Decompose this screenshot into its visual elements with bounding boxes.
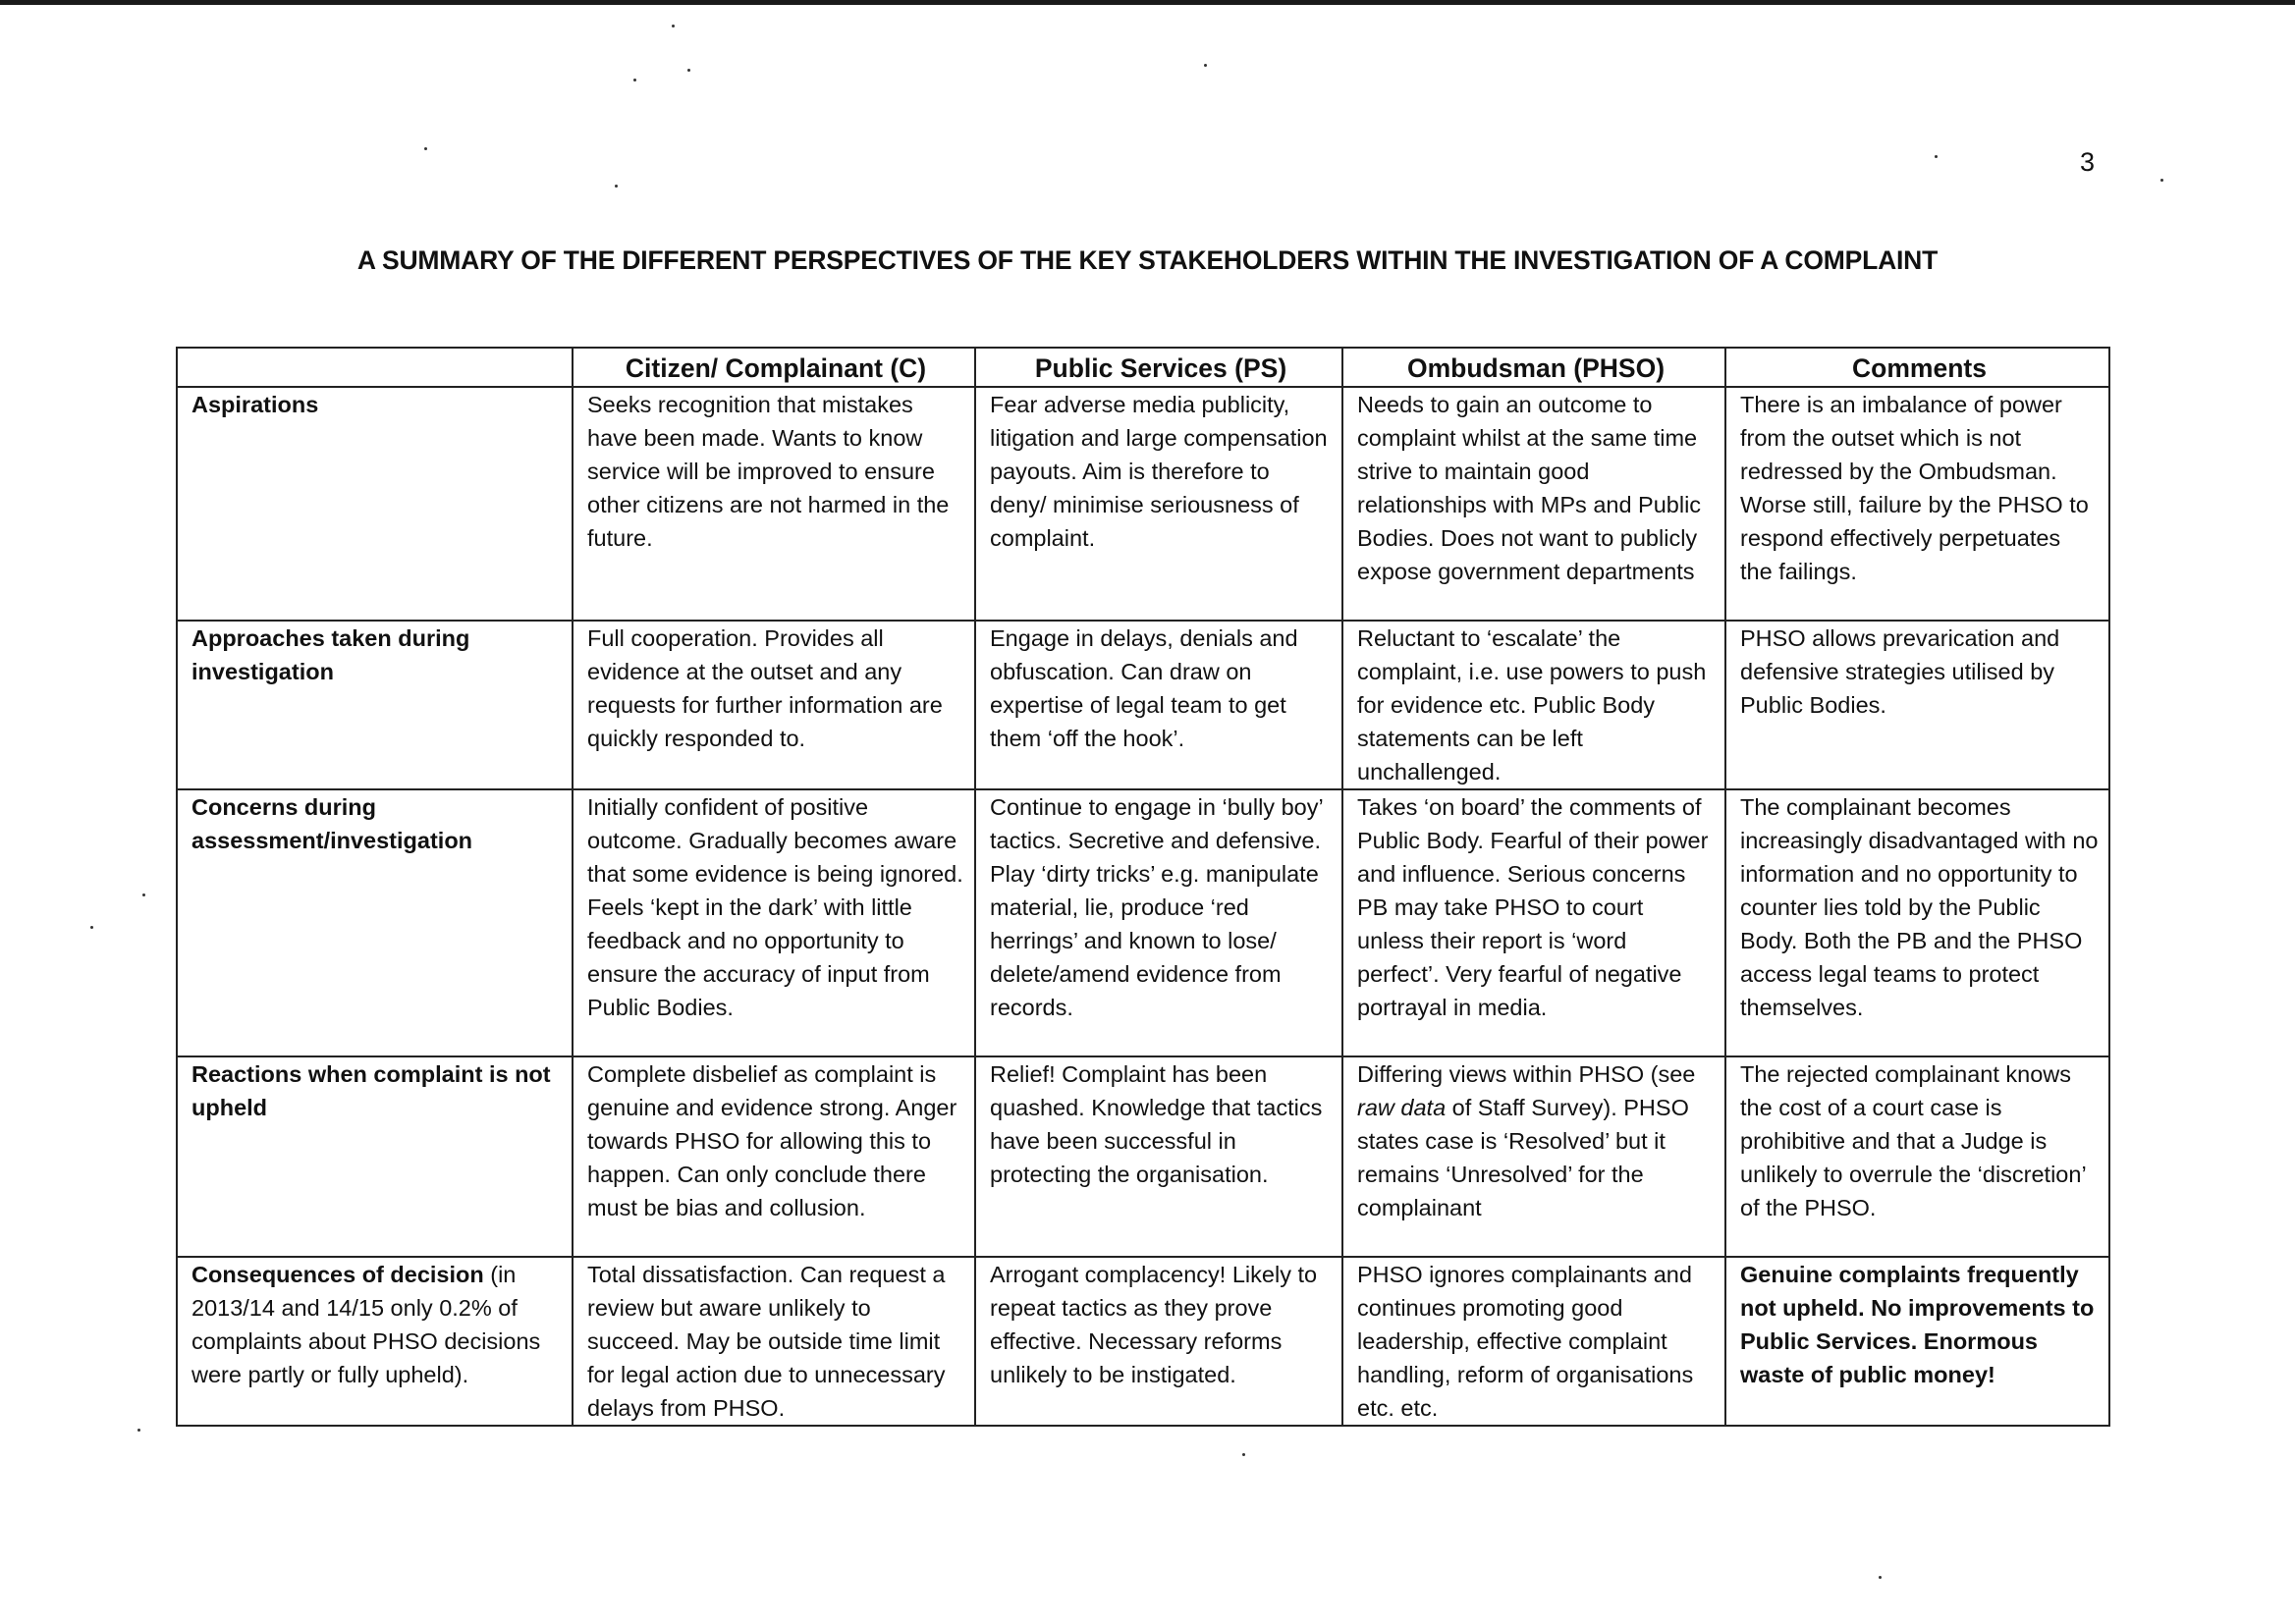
scan-speck — [615, 185, 618, 188]
scan-speck — [142, 893, 145, 896]
cell-public-services: Arrogant complacency! Likely to repeat tactics as they prove effective. Necessary reforms unlikely to be instigated. — [975, 1257, 1342, 1426]
document-title: A SUMMARY OF THE DIFFERENT PERSPECTIVES OF THE KEY STAKEHOLDERS WITHIN THE INVESTIGATION OF A COMPLAINT — [356, 245, 1939, 275]
row-label-note: (in 2013/14 and 14/15 only 0.2% of complaints about PHSO decisions were partly or fully upheld). — [191, 1262, 541, 1387]
cell-public-services: Relief! Complaint has been quashed. Knowledge that tactics have been successful in protecting the organisation. — [975, 1056, 1342, 1257]
row-label-reactions: Reactions when complaint is not upheld — [177, 1056, 573, 1257]
cell-comments: Genuine complaints frequently not upheld. No improvements to Public Services. Enormous waste of public money! — [1725, 1257, 2109, 1426]
cell-public-services: Fear adverse media publicity, litigation and large compensation payouts. Aim is therefore to deny/ minimise seriousness of complaint. — [975, 387, 1342, 621]
scan-speck — [672, 25, 675, 27]
ombudsman-text-after: of Staff Survey). PHSO states case is ‘Resolved’ but it remains ‘Unresolved’ for the complainant — [1357, 1095, 1689, 1220]
scan-top-edge — [0, 0, 2295, 5]
row-label-aspirations: Aspirations — [177, 387, 573, 621]
table-header-row — [177, 348, 2109, 387]
cell-citizen: Full cooperation. Provides all evidence at the outset and any requests for further information are quickly responded to. — [573, 621, 975, 789]
table-row — [177, 1056, 2109, 1257]
scan-speck — [137, 1429, 140, 1432]
cell-comments: There is an imbalance of power from the outset which is not redressed by the Ombudsman. Worse still, failure by the PHSO to respond effectively perpetuates the failings. — [1725, 387, 2109, 621]
scan-speck — [90, 926, 93, 929]
scan-speck — [687, 69, 690, 72]
cell-citizen: Total dissatisfaction. Can request a review but aware unlikely to succeed. May be outside time limit for legal action due to unnecessary delays from PHSO. — [573, 1257, 975, 1426]
cell-public-services: Engage in delays, denials and obfuscation. Can draw on expertise of legal team to get them ‘off the hook’. — [975, 621, 1342, 789]
header-comments: Comments — [1725, 348, 2109, 387]
table-row — [177, 789, 2109, 1056]
table-row — [177, 621, 2109, 789]
row-label-consequences — [177, 1257, 573, 1426]
header-ombudsman: Ombudsman (PHSO) — [1342, 348, 1725, 387]
scan-speck — [424, 147, 427, 150]
scan-speck — [1935, 155, 1938, 158]
header-public-services: Public Services (PS) — [975, 348, 1342, 387]
row-label-approaches: Approaches taken during investigation — [177, 621, 573, 789]
page-number: 3 — [2079, 147, 2095, 177]
header-citizen: Citizen/ Complainant (C) — [573, 348, 975, 387]
table-row — [177, 1257, 2109, 1426]
row-label-bold: Consequences of decision — [191, 1262, 484, 1287]
cell-ombudsman: Needs to gain an outcome to complaint whilst at the same time strive to maintain good relationships with MPs and Public Bodies. Does not want to publicly expose government departments — [1342, 387, 1725, 621]
cell-ombudsman: PHSO ignores complainants and continues promoting good leadership, effective complaint handling, reform of organisations etc. etc. — [1342, 1257, 1725, 1426]
cell-ombudsman: Reluctant to ‘escalate’ the complaint, i.e. use powers to push for evidence etc. Public Body statements can be left unchallenged. — [1342, 621, 1725, 789]
cell-citizen: Seeks recognition that mistakes have been made. Wants to know service will be improved to ensure other citizens are not harmed in the future. — [573, 387, 975, 621]
row-label-concerns: Concerns during assessment/investigation — [177, 789, 573, 1056]
scan-speck — [1879, 1576, 1882, 1579]
cell-comments: The complainant becomes increasingly disadvantaged with no information and no opportunity to counter lies told by the Public Body. Both the PB and the PHSO access legal teams to protect themselves. — [1725, 789, 2109, 1056]
cell-comments: The rejected complainant knows the cost of a court case is prohibitive and that a Judge is unlikely to overrule the ‘discretion’ of the PHSO. — [1725, 1056, 2109, 1257]
scan-speck — [1204, 64, 1207, 67]
cell-comments: PHSO allows prevarication and defensive strategies utilised by Public Bodies. — [1725, 621, 2109, 789]
scan-speck — [1242, 1453, 1245, 1456]
stakeholder-summary-table — [176, 347, 2110, 1427]
scan-speck — [2160, 179, 2163, 182]
cell-public-services: Continue to engage in ‘bully boy’ tactics. Secretive and defensive. Play ‘dirty tricks’ e.g. manipulate material, lie, produce ‘red herrings’ and known to lose/ delete/amend evidence from records. — [975, 789, 1342, 1056]
cell-ombudsman — [1342, 1056, 1725, 1257]
ombudsman-text-italic: raw data — [1357, 1095, 1447, 1120]
cell-citizen: Initially confident of positive outcome. Gradually becomes aware that some evidence is being ignored. Feels ‘kept in the dark’ with little feedback and no opportunity to ensure the accuracy of input from Public Bodies. — [573, 789, 975, 1056]
cell-citizen: Complete disbelief as complaint is genuine and evidence strong. Anger towards PHSO for allowing this to happen. Can only conclude there must be bias and collusion. — [573, 1056, 975, 1257]
table-row — [177, 387, 2109, 621]
cell-ombudsman: Takes ‘on board’ the comments of Public Body. Fearful of their power and influence. Serious concerns PB may take PHSO to court unless their report is ‘word perfect’. Very fearful of negative portrayal in media. — [1342, 789, 1725, 1056]
ombudsman-text-before: Differing views within PHSO (see — [1357, 1061, 1696, 1087]
header-blank — [177, 348, 573, 387]
scan-speck — [633, 79, 636, 81]
